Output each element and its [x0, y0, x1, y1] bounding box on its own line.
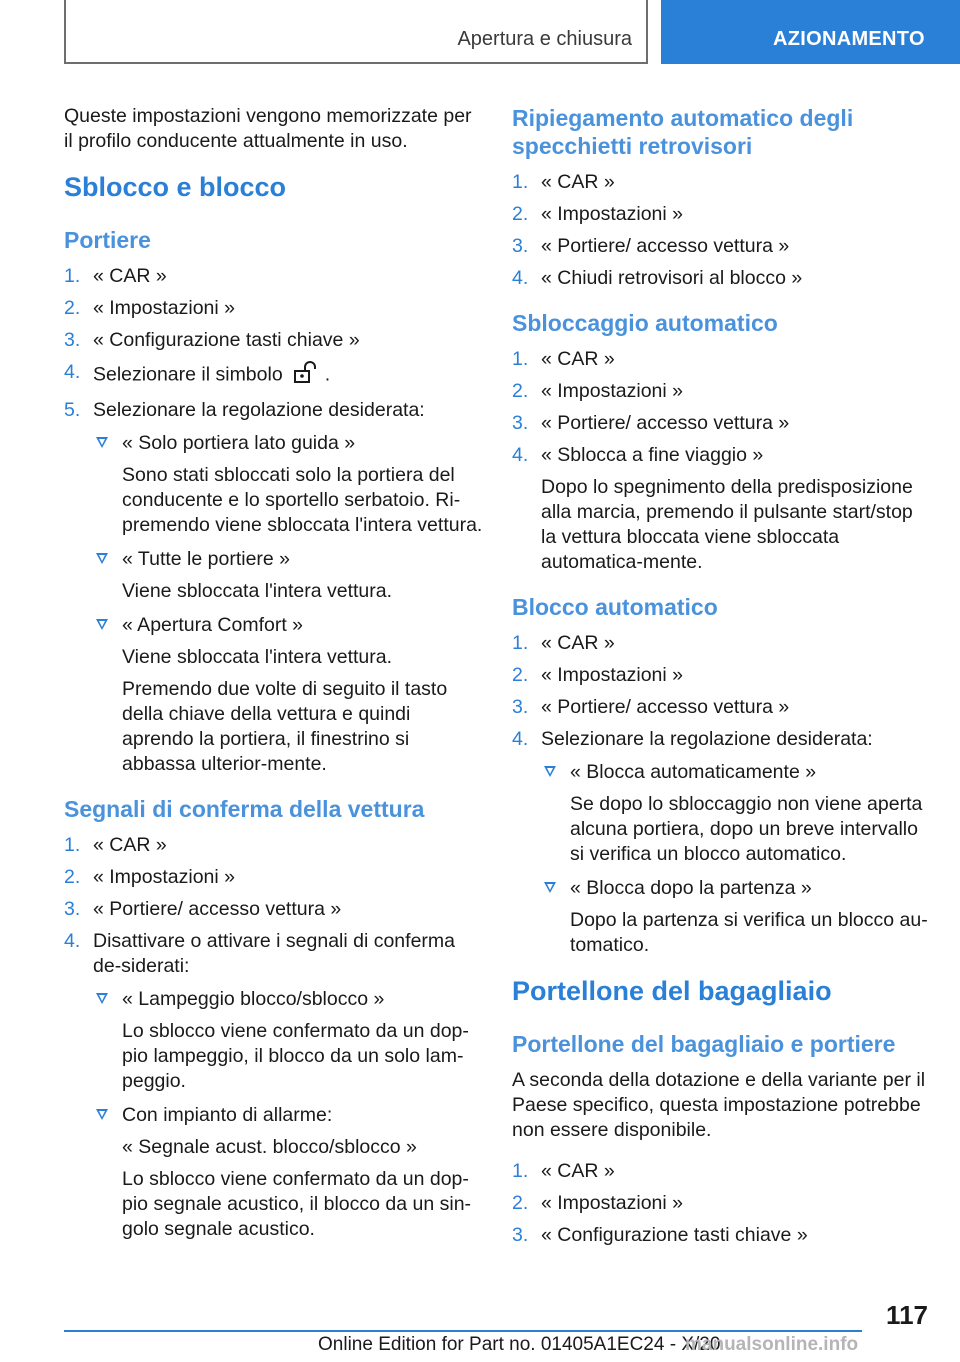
- list-item: [64, 264, 484, 289]
- step-number: 4.: [512, 728, 529, 750]
- step-text: « Portiere/ accesso vettura »: [541, 412, 790, 434]
- left-column: [64, 104, 484, 1256]
- list-item: [64, 897, 484, 922]
- step-number: 2.: [64, 297, 81, 319]
- header-chapter-title: AZIONAMENTO: [773, 28, 925, 50]
- list-item: [512, 411, 930, 436]
- option-item: [93, 547, 484, 604]
- option-description-extra: Lo sblocco viene confermato da un dop-pio segnale acustico, il blocco da un sin-golo segnale acustico.: [122, 1168, 472, 1240]
- segnali-steps: [64, 833, 484, 1242]
- heading-segnali: Segnali di conferma della vettura: [64, 796, 425, 822]
- step-text: « Portiere/ accesso vettura »: [93, 898, 342, 920]
- step-number: 2.: [512, 1192, 529, 1214]
- triangle-bullet-icon: [96, 993, 108, 1004]
- heading-portellone-portiere: Portellone del bagagliaio e portiere: [512, 1031, 896, 1057]
- option-description: Viene sbloccata l'intera vettura.: [122, 646, 393, 668]
- step-description: Dopo lo spegnimento della predisposizione alla marcia, premendo il pulsante start/stop la vettura bloccata viene sbloccata automatica-mente.: [541, 476, 913, 573]
- list-item: [64, 398, 484, 777]
- step-number: 3.: [64, 329, 81, 351]
- header-chapter-tab: [661, 0, 960, 64]
- option-item: [541, 876, 930, 958]
- step-text: « Impostazioni »: [541, 1192, 683, 1214]
- triangle-bullet-icon: [96, 1109, 108, 1120]
- list-item: [512, 443, 930, 575]
- step-number: 1.: [64, 265, 81, 287]
- list-item: [64, 328, 484, 353]
- option-item: [93, 431, 484, 538]
- option-label: « Blocca dopo la partenza »: [570, 877, 812, 899]
- portellone-steps: [512, 1159, 930, 1248]
- option-description: Dopo la partenza si verifica un blocco au-tomatico.: [570, 909, 928, 956]
- list-item: [512, 347, 930, 372]
- step-number: 1.: [512, 348, 529, 370]
- step-text: « Impostazioni »: [93, 297, 235, 319]
- step-text: « Impostazioni »: [541, 380, 683, 402]
- step-number: 3.: [512, 235, 529, 257]
- step-text: Selezionare la regolazione desiderata:: [93, 399, 425, 421]
- footer-edition: Online Edition for Part no. 01405A1EC24 - X/20: [318, 1334, 721, 1355]
- list-item: [512, 234, 930, 259]
- step-number: 3.: [512, 1224, 529, 1246]
- ripiegamento-steps: [512, 170, 930, 291]
- step-number: 1.: [512, 632, 529, 654]
- step-number: 4.: [512, 267, 529, 289]
- step-number: 2.: [512, 203, 529, 225]
- list-item: [64, 865, 484, 890]
- option-description-extra: Premendo due volte di seguito il tasto della chiave della vettura e quindi aprendo la portiera, il finestrino si abbassa ulterior-mente.: [122, 678, 448, 775]
- step-number: 3.: [64, 898, 81, 920]
- option-label: « Lampeggio blocco/sblocco »: [122, 988, 385, 1010]
- option-label: « Solo portiera lato guida »: [122, 432, 356, 454]
- list-item: [64, 833, 484, 858]
- option-item: [93, 1103, 484, 1242]
- heading-blocco: Blocco automatico: [512, 594, 718, 620]
- triangle-bullet-icon: [96, 437, 108, 448]
- segnali-options: [93, 987, 484, 1242]
- blocco-options: [541, 760, 930, 958]
- option-description: Se dopo lo sbloccaggio non viene aperta alcuna portiera, dopo un breve intervallo si verifica un blocco automatico.: [570, 793, 923, 865]
- list-item: [512, 695, 930, 720]
- intro-paragraph: Queste impostazioni vengono memorizzate per il profilo conducente attualmente in uso.: [64, 105, 472, 152]
- triangle-bullet-icon: [544, 766, 556, 777]
- step-text: Disattivare o attivare i segnali di conferma de-siderati:: [93, 930, 455, 977]
- footer-divider: [64, 1330, 862, 1332]
- step-text: « Impostazioni »: [541, 664, 683, 686]
- option-item: [93, 613, 484, 777]
- step-number: 5.: [64, 399, 81, 421]
- list-item: [512, 266, 930, 291]
- option-label: « Tutte le portiere »: [122, 548, 291, 570]
- step-text: « CAR »: [541, 632, 615, 654]
- step-text: « Portiere/ accesso vettura »: [541, 696, 790, 718]
- step-text-suffix: .: [324, 363, 331, 386]
- step-number: 3.: [512, 412, 529, 434]
- option-label: « Blocca automaticamente »: [570, 761, 817, 783]
- watermark-text: manualsonline.info: [685, 1334, 859, 1355]
- step-text: Selezionare la regolazione desiderata:: [541, 728, 873, 750]
- step-text: « Impostazioni »: [93, 866, 235, 888]
- unlock-icon: [291, 360, 317, 391]
- heading-sblocco-blocco: Sblocco e blocco: [64, 172, 287, 202]
- step-number: 4.: [64, 361, 81, 383]
- triangle-bullet-icon: [96, 553, 108, 564]
- step-text: « CAR »: [93, 265, 167, 287]
- list-item: [512, 1159, 930, 1184]
- portiere-options: [93, 431, 484, 777]
- triangle-bullet-icon: [544, 882, 556, 893]
- list-item: [512, 170, 930, 195]
- option-description: « Segnale acust. blocco/sblocco »: [122, 1136, 417, 1158]
- step-text: « Portiere/ accesso vettura »: [541, 235, 790, 257]
- heading-sbloccaggio: Sbloccaggio automatico: [512, 310, 778, 336]
- step-text: « Chiudi retrovisori al blocco »: [541, 267, 803, 289]
- option-label: Con impianto di allarme:: [122, 1104, 333, 1126]
- list-item: [512, 1191, 930, 1216]
- list-item: [512, 202, 930, 227]
- blocco-steps: [512, 631, 930, 958]
- step-text: « CAR »: [541, 348, 615, 370]
- triangle-bullet-icon: [96, 619, 108, 630]
- option-description: Lo sblocco viene confermato da un dop-pio lampeggio, il blocco da un solo lam-peggio.: [122, 1020, 469, 1092]
- step-text: « Configurazione tasti chiave »: [93, 329, 360, 351]
- step-text: « CAR »: [541, 1160, 615, 1182]
- step-number: 2.: [512, 664, 529, 686]
- step-text: Selezionare il simbolo: [93, 363, 283, 386]
- list-item: [64, 296, 484, 321]
- step-number: 2.: [512, 380, 529, 402]
- header-section-title: Apertura e chiusura: [457, 28, 632, 50]
- step-number: 4.: [512, 444, 529, 466]
- option-description: Sono stati sbloccati solo la portiera del conducente e lo sportello serbatoio. Ri-premendo viene sbloccata l'intera vettura.: [122, 464, 483, 536]
- portiere-steps: [64, 264, 484, 777]
- option-item: [93, 987, 484, 1094]
- step-number: 3.: [512, 696, 529, 718]
- list-item: [512, 663, 930, 688]
- step-text: « Impostazioni »: [541, 203, 683, 225]
- step-number: 4.: [64, 930, 81, 952]
- header-section-box: [64, 0, 648, 64]
- page-number: 117: [886, 1300, 928, 1330]
- right-column: [512, 104, 930, 1262]
- step-text: « CAR »: [541, 171, 615, 193]
- step-number: 1.: [512, 1160, 529, 1182]
- list-item: [512, 379, 930, 404]
- step-number: 1.: [512, 171, 529, 193]
- list-item: [64, 360, 484, 391]
- option-item: [541, 760, 930, 867]
- step-text: « Sblocca a fine viaggio »: [541, 444, 764, 466]
- step-text: « CAR »: [93, 834, 167, 856]
- option-label: « Apertura Comfort »: [122, 614, 304, 636]
- portellone-intro: A seconda della dotazione e della variante per il Paese specifico, questa impostazione potrebbe non essere disponibile.: [512, 1069, 926, 1141]
- sbloccaggio-steps: [512, 347, 930, 575]
- option-description: Viene sbloccata l'intera vettura.: [122, 580, 393, 602]
- list-item: [512, 1223, 930, 1248]
- step-text: « Configurazione tasti chiave »: [541, 1224, 808, 1246]
- heading-portellone-bagagliaio: Portellone del bagagliaio: [512, 976, 832, 1006]
- heading-portiere: Portiere: [64, 227, 151, 253]
- list-item: [512, 631, 930, 656]
- heading-ripiegamento: Ripiegamento automatico degli specchietti retrovisori: [512, 105, 854, 159]
- list-item: [64, 929, 484, 1242]
- list-item: [512, 727, 930, 958]
- step-number: 2.: [64, 866, 81, 888]
- step-number: 1.: [64, 834, 81, 856]
